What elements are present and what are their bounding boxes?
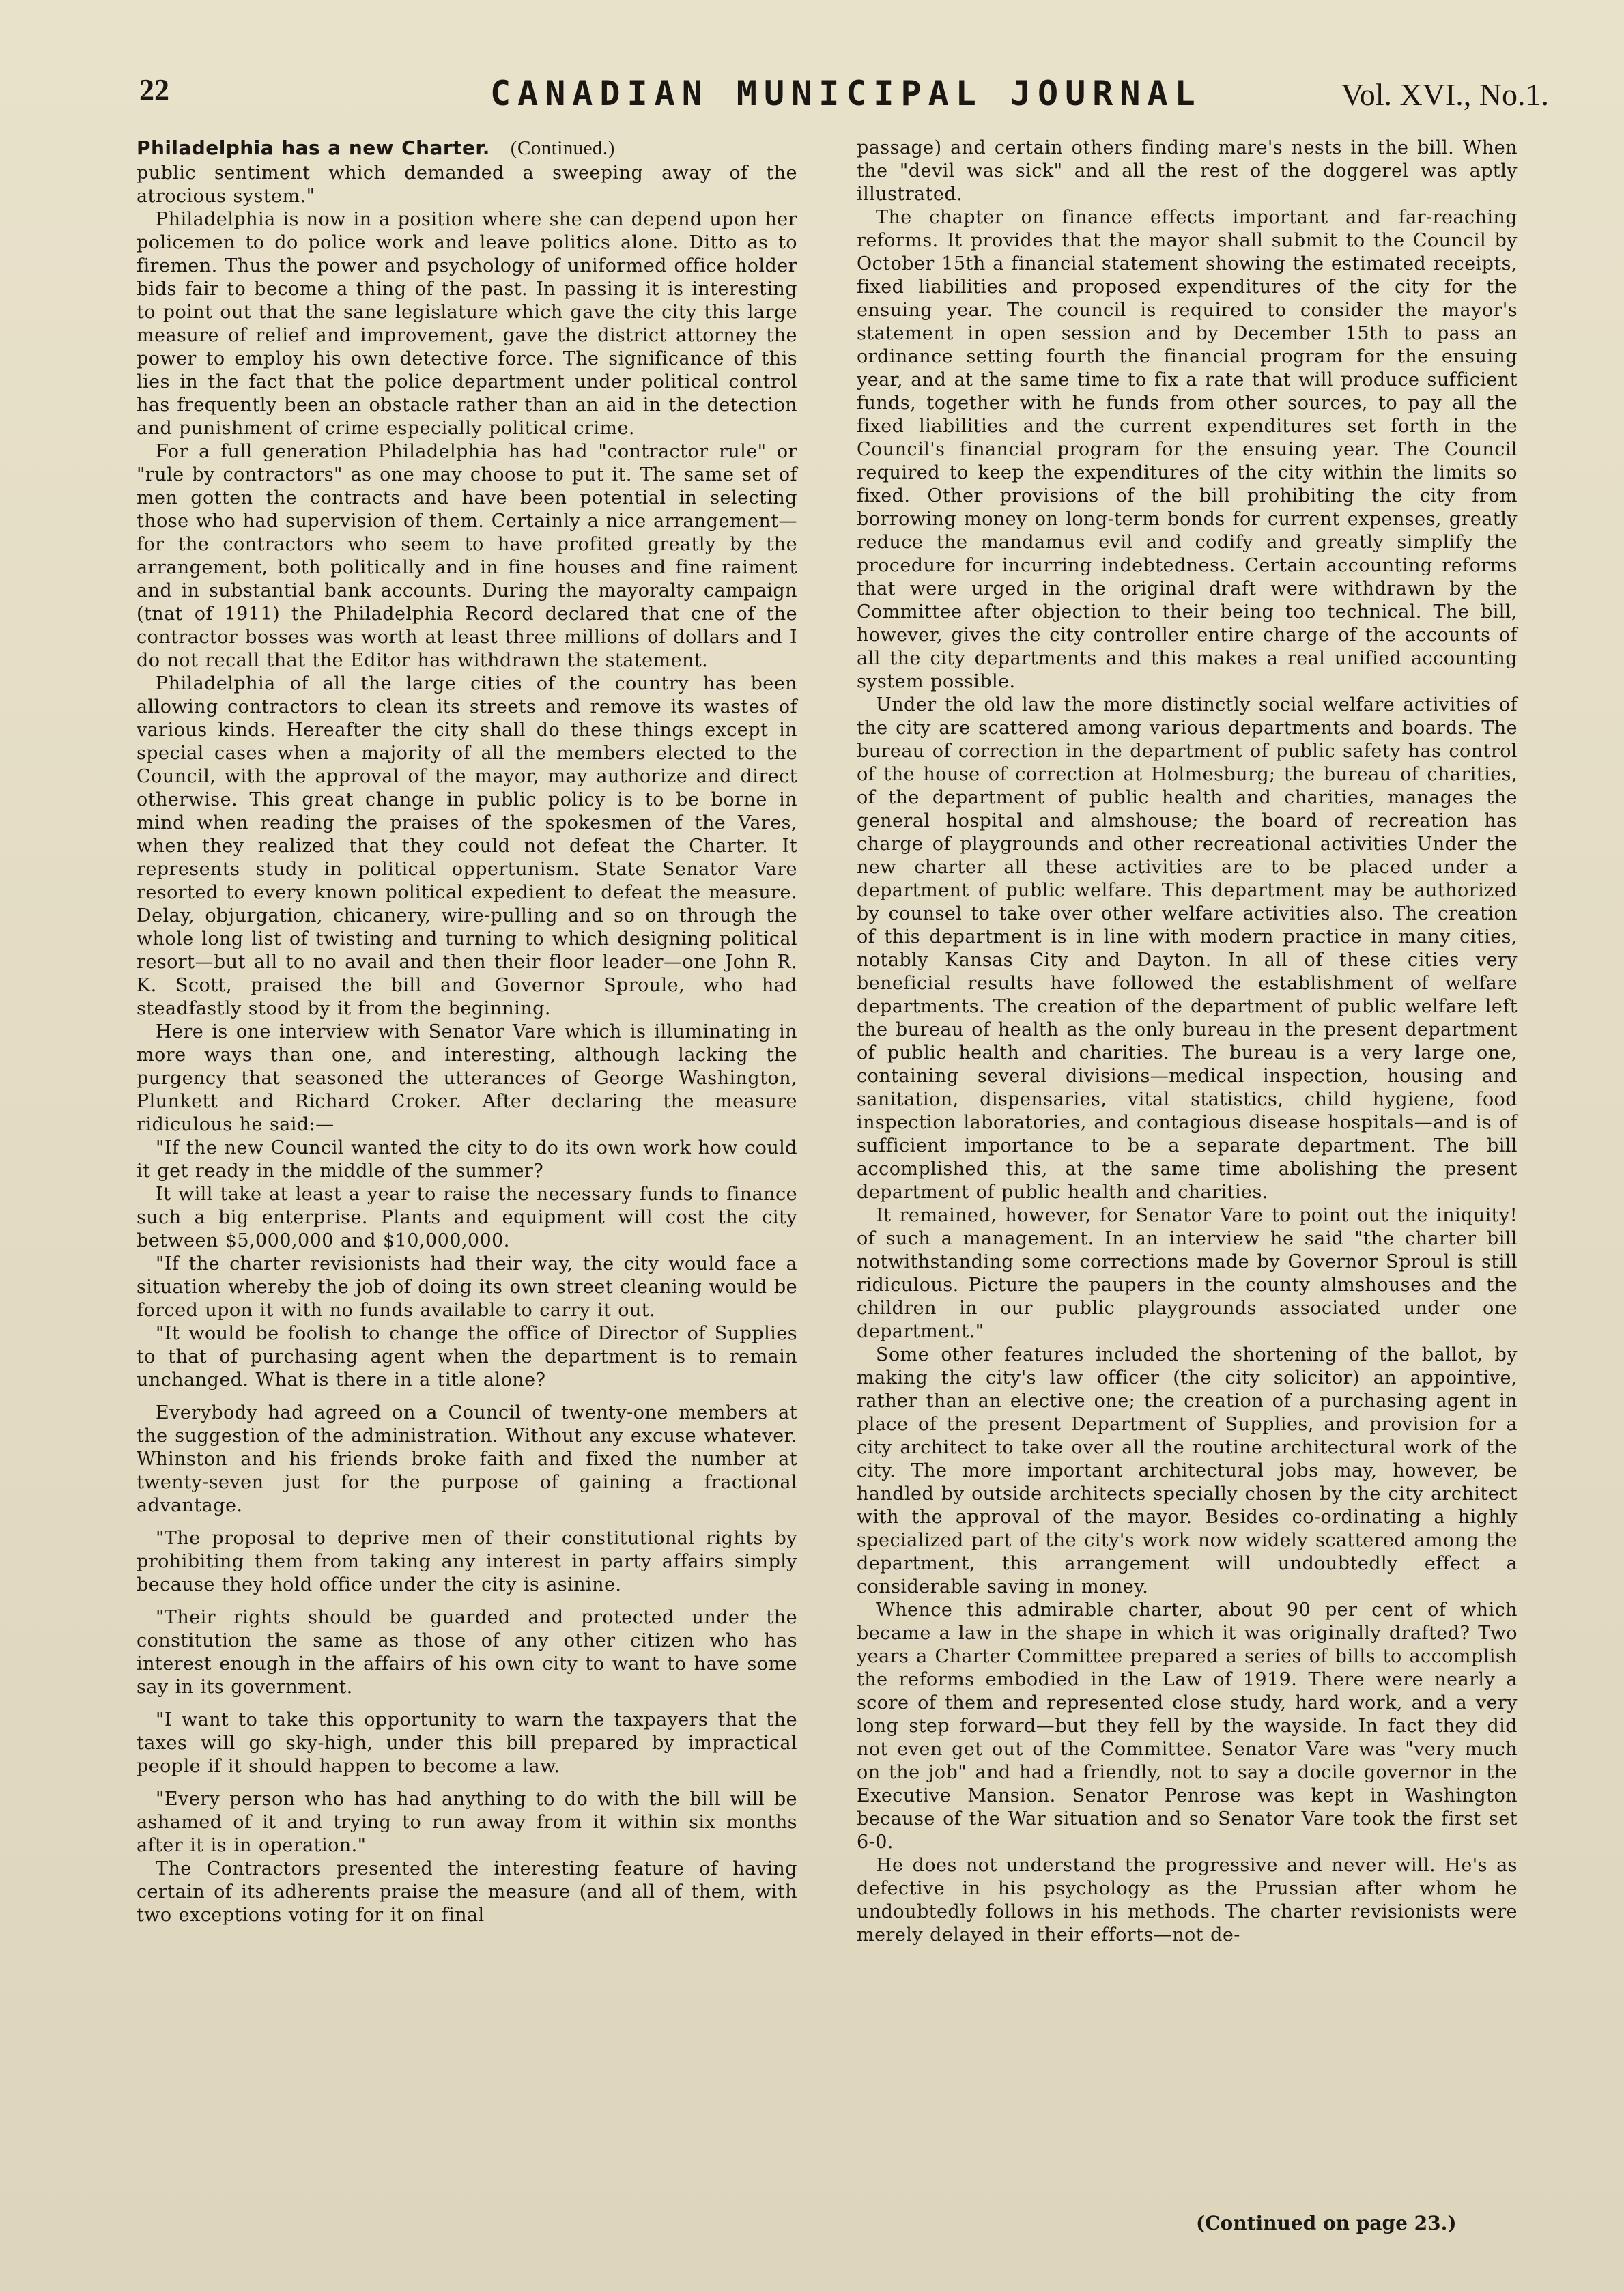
paragraph: The chapter on finance effects important and far-reaching reforms. It provides that the mayor shall submit to the Council by October 15th a financial statement showing the estimated receipts, fixed liabilities and proposed expenditures of the city for the ensuing year. The council is required to consider the mayor's statement in open session and by December 15th to pass an ordinance setting fourth the financial program for the ensuing year, and at the same time to fix a rate that will produce sufficient funds, together with he funds from other sources, to pay all the fixed liabilities and the current expenditures set forth in the Council's financial program for the ensuing year. The Council required to keep the expenditures of the city within the limits so fixed. Other provisions of the bill prohibiting the city from borrowing money on long-term bonds for current expenses, greatly reduce the mandamus evil and codify and greatly simplify the procedure for incurring indebtedness. Certain accounting reforms that were urged in the original draft were withdrawn by the Committee after objection to their being too technical. The bill, however, gives the city controller entire charge of the accounts of all the city departments and this makes a real unified accounting system possible. bbox=[857, 207, 1518, 692]
page-number: 22 bbox=[139, 73, 169, 106]
quote-paragraph: "It would be foolish to change the office of Director of Supplies to that of purchasing agent when the department is to remain unchanged. What is there in a title alone? bbox=[137, 1323, 797, 1391]
quote-paragraph: "If the new Council wanted the city to do its own work how could it get ready in the middle of the summer? bbox=[137, 1137, 797, 1182]
paragraph: public sentiment which demanded a sweeping away of the atrocious system." bbox=[137, 162, 797, 207]
journal-title: CANADIAN MUNICIPAL JOURNAL bbox=[490, 74, 1202, 113]
quote-paragraph: "If the charter revisionists had their way, the city would face a situation whereby the job of doing its own street cleaning would be forced upon it with no funds available to carry it out. bbox=[137, 1253, 797, 1321]
paragraph: Philadelphia is now in a position where she can depend upon her policemen to do police work and leave politics alone. Ditto as to firemen. Thus the power and psychology of uniformed office holder bids fair to become a thing of the past. In passing it is interesting to point out that the sane legislature which gave the city this large measure of relief and improvement, gave the district attorney the power to employ his own detective force. The significance of this lies in the fact that the police department under political control has frequently been an obstacle rather than an aid in the detection and punishment of crime especially political crime. bbox=[137, 209, 797, 439]
quote-paragraph: "Their rights should be guarded and protected under the constitution the same as those of any other citizen who has interest enough in the affairs of his own city to want to have some say in its government. bbox=[137, 1607, 797, 1698]
paragraph: Philadelphia of all the large cities of the country has been allowing contractors to clean its streets and remove its wastes of various kinds. Hereafter the city shall do these things except in special cases when a majority of all the members elected to the Council, with the approval of the mayor, may authorize and direct otherwise. This great change in public policy is to be borne in mind when reading the praises of the spokesmen of the Vares, when they realized that they could not defeat the Charter. It represents study in political oppertunism. State Senator Vare resorted to every known political expedient to defeat the measure. Delay, objurgation, chicanery, wire-pulling and so on through the whole long list of twisting and turning to which designing political resort—but all to no avail and then their floor leader—one John R. K. Scott, praised the bill and Governor Sproule, who had steadfastly stood by it from the beginning. bbox=[137, 673, 797, 1019]
left-column bbox=[137, 137, 797, 2185]
paragraph: Under the old law the more distinctly social welfare activities of the city are scattered among various departments and boards. The bureau of correction in the department of public safety has control of the house of correction at Holmesburg; the bureau of charities, of the department of public health and charities, manages the general hospital and almshouse; the board of recreation has charge of playgrounds and other recreational activities Under the new charter all these activities are to be placed under a department of public welfare. This department may be authorized by counsel to take over other welfare activities also. The creation of this department is in line with modern practice in many cities, notably Kansas City and Dayton. In all of these cities very beneficial results have followed the establishment of welfare departments. The creation of the department of public welfare left the bureau of health as the only bureau in the present department of public health and charities. The bureau is a very large one, containing several divisions—medical inspection, housing and sanitation, dispensaries, vital statistics, child hygiene, food inspection laboratories, and contagious disease hospitals—and is of sufficient importance to be a separate department. The bill accomplished this, at the same time abolishing the present department of public health and charities. bbox=[857, 694, 1518, 1203]
right-column bbox=[857, 137, 1518, 2185]
quote-paragraph: "I want to take this opportunity to warn the taxpayers that the taxes will go sky-high, under this bill prepared by impractical people if it should happen to become a law. bbox=[137, 1709, 797, 1777]
paragraph: Some other features included the shortening of the ballot, by making the city's law officer (the city solicitor) an appointive, rather than an elective one; the creation of a purchasing agent in place of the present Department of Supplies, and provision for a city architect to take over all the routine architectural work of the city. The more important architectural jobs may, however, be handled by outside architects specially chosen by the city architect with the approval of the mayor. Besides co-ordinating a highly specialized part of the city's work now widely scattered among the department, this arrangement will undoubtedly effect a considerable saving in money. bbox=[857, 1344, 1518, 1597]
page-header bbox=[135, 66, 1549, 120]
continued-on-footer: (Continued on page 23.) bbox=[1196, 2212, 1457, 2234]
paragraph: passage) and certain others finding mare's nests in the bill. When the "devil was sick" and all the rest of the doggerel was aptly illustrated. bbox=[857, 137, 1518, 205]
quote-paragraph: "Every person who has had anything to do with the bill will be ashamed of it and trying to run away from it within six months after it is in operation." bbox=[137, 1789, 797, 1856]
continued-note: (Continued.) bbox=[510, 137, 615, 159]
paragraph: Whence this admirable charter, about 90 per cent of which became a law in the shape in which it was originally drafted? Two years a Charter Committee prepared a series of bills to accomplish the reforms embodied in the Law of 1919. There were nearly a score of them and represented close study, hard work, and a very long step forward—but they fell by the wayside. In fact they did not even get out of the Committee. Senator Vare was "very much on the job" and had a friendly, not to say a docile governor in the Executive Mansion. Senator Penrose was kept in Washington because of the War situation and so Senator Vare took the first set 6-0. bbox=[857, 1599, 1518, 1853]
paragraph: Here is one interview with Senator Vare which is illuminating in more ways than one, and interesting, although lacking the purgency that seasoned the utterances of George Washington, Plunkett and Richard Croker. After declaring the measure ridiculous he said:— bbox=[137, 1021, 797, 1135]
paragraph: The Contractors presented the interesting feature of having certain of its adherents praise the measure (and all of them, with two exceptions voting for it on final bbox=[137, 1858, 797, 1926]
quote-paragraph: "The proposal to deprive men of their constitutional rights by prohibiting them from taking any interest in party affairs simply because they hold office under the city is asinine. bbox=[137, 1528, 797, 1595]
paragraph: For a full generation Philadelphia has had "contractor rule" or "rule by contractors" as one may choose to put it. The same set of men gotten the contracts and have been potential in selecting those who had supervision of them. Certainly a nice arrangement—for the contractors who seem to have profited greatly by the arrangement, both politically and in fine houses and fine raiment and in substantial bank accounts. During the mayoralty campaign (tnat of 1911) the Philadelphia Record declared that cne of the contractor bosses was worth at least three millions of dollars and I do not recall that the Editor has withdrawn the statement. bbox=[137, 441, 797, 671]
volume-number: Vol. XVI., No.1. bbox=[1341, 77, 1549, 112]
paragraph: It remained, however, for Senator Vare to point out the iniquity! of such a management. In an interview he said "the charter bill notwithstanding some corrections made by Governor Sproul is still ridiculous. Picture the paupers in the county almshouses and the children in our public playgrounds associated under one department." bbox=[857, 1205, 1518, 1342]
quote-paragraph: Everybody had agreed on a Council of twenty-one members at the suggestion of the administration. Without any excuse whatever. Whinston and his friends broke faith and fixed the number at twenty-seven just for the purpose of gaining a fractional advantage. bbox=[137, 1402, 797, 1516]
quote-paragraph: It will take at least a year to raise the necessary funds to finance such a big enterprise. Plants and equipment will cost the city between $5,000,000 and $10,000,000. bbox=[137, 1184, 797, 1251]
paragraph: He does not understand the progressive and never will. He's as defective in his psychology as the Prussian after whom he undoubtedly follows in his methods. The charter revisionists were merely delayed in their efforts—not de- bbox=[857, 1855, 1518, 1946]
section-title: Philadelphia has a new Charter. bbox=[137, 137, 490, 159]
section-heading-line bbox=[137, 137, 797, 160]
